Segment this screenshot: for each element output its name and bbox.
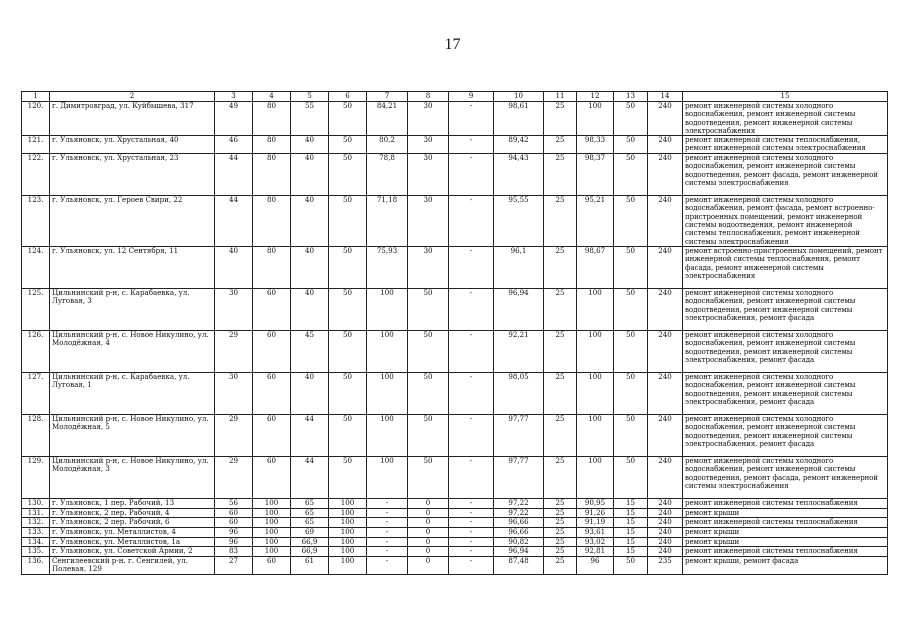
value-cell: 100 [577, 457, 614, 499]
value-cell: 46 [215, 136, 253, 154]
works-cell: ремонт инженерной системы холодного водоснабжения, ремонт инженерной системы водоотведения, ремонт инженерной системы электроснабжения [683, 102, 888, 136]
value-cell: 96,94 [494, 289, 544, 331]
value-cell: 240 [648, 508, 683, 518]
table-row [22, 373, 888, 415]
address-cell: Цильнинский р-н, с. Новое Никулино, ул. Молодёжная, 5 [50, 415, 215, 457]
value-cell: 25 [544, 499, 577, 509]
value-cell: 44 [215, 154, 253, 196]
value-cell: 100 [577, 331, 614, 373]
value-cell: 65 [291, 499, 329, 509]
works-cell: ремонт крыши, ремонт фасада [683, 556, 888, 574]
row-number-cell: 134. [22, 537, 50, 547]
value-cell: 240 [648, 518, 683, 528]
row-number-cell: 128. [22, 415, 50, 457]
value-cell: 91,26 [577, 508, 614, 518]
value-cell: 84,21 [367, 102, 408, 136]
value-cell: - [449, 373, 494, 415]
value-cell: 100 [253, 499, 291, 509]
value-cell: 50 [408, 289, 449, 331]
address-cell: г. Ульяновск, 2 пер. Рабочий, 4 [50, 508, 215, 518]
table-row [22, 518, 888, 528]
value-cell: - [449, 289, 494, 331]
value-cell: 44 [291, 415, 329, 457]
value-cell: 93,61 [577, 527, 614, 537]
table-row [22, 154, 888, 196]
value-cell: - [449, 136, 494, 154]
value-cell: 90,95 [577, 499, 614, 509]
address-cell: г. Ульяновск, ул. Героев Свири, 22 [50, 196, 215, 247]
row-number-cell: 121. [22, 136, 50, 154]
value-cell: 96,1 [494, 247, 544, 289]
value-cell: 30 [408, 196, 449, 247]
table-row [22, 136, 888, 154]
value-cell: 80 [253, 136, 291, 154]
works-cell: ремонт крыши [683, 537, 888, 547]
column-header: 5 [291, 92, 329, 102]
value-cell: 97,22 [494, 508, 544, 518]
address-cell: Цильнинский р-н, с. Карабаевка, ул. Луговая, 3 [50, 289, 215, 331]
row-number-cell: 130. [22, 499, 50, 509]
value-cell: 15 [614, 499, 648, 509]
value-cell: 80,2 [367, 136, 408, 154]
value-cell: 240 [648, 527, 683, 537]
value-cell: 240 [648, 331, 683, 373]
value-cell: - [367, 527, 408, 537]
row-number-cell: 132. [22, 518, 50, 528]
value-cell: 50 [329, 136, 367, 154]
value-cell: 50 [614, 373, 648, 415]
value-cell: 89,42 [494, 136, 544, 154]
value-cell: 45 [291, 331, 329, 373]
address-cell: г. Ульяновск, ул. Металлистов, 1а [50, 537, 215, 547]
value-cell: 240 [648, 373, 683, 415]
value-cell: 60 [253, 331, 291, 373]
value-cell: 50 [614, 247, 648, 289]
value-cell: 60 [253, 556, 291, 574]
value-cell: 100 [329, 518, 367, 528]
row-number-cell: 120. [22, 102, 50, 136]
value-cell: 78,8 [367, 154, 408, 196]
value-cell: - [449, 527, 494, 537]
column-header: 1 [22, 92, 50, 102]
value-cell: 30 [215, 373, 253, 415]
value-cell: - [367, 518, 408, 528]
works-cell: ремонт инженерной системы холодного водоснабжения, ремонт инженерной системы водоотведения, ремонт инженерной системы электроснабжения, ремонт фасада [683, 331, 888, 373]
address-cell: г. Димитровград, ул. Куйбышева, 317 [50, 102, 215, 136]
value-cell: 25 [544, 508, 577, 518]
row-number-cell: 133. [22, 527, 50, 537]
address-cell: Цильнинский р-н, с. Карабаевка, ул. Луговая, 1 [50, 373, 215, 415]
works-cell: ремонт инженерной системы теплоснабжения, ремонт инженерной системы электроснабжения [683, 136, 888, 154]
value-cell: 100 [367, 289, 408, 331]
value-cell: 25 [544, 247, 577, 289]
value-cell: 25 [544, 457, 577, 499]
value-cell: 44 [291, 457, 329, 499]
value-cell: 93,02 [577, 537, 614, 547]
value-cell: 40 [291, 247, 329, 289]
value-cell: 96,66 [494, 527, 544, 537]
value-cell: 25 [544, 102, 577, 136]
table-row [22, 102, 888, 136]
column-header: 10 [494, 92, 544, 102]
value-cell: 100 [577, 102, 614, 136]
row-number-cell: 124. [22, 247, 50, 289]
value-cell: 100 [253, 518, 291, 528]
works-cell: ремонт инженерной системы холодного водоснабжения, ремонт инженерной системы водоотведения, ремонт фасада, ремонт инженерной системы электроснабжения [683, 154, 888, 196]
value-cell: 29 [215, 331, 253, 373]
value-cell: 0 [408, 508, 449, 518]
value-cell: - [367, 499, 408, 509]
value-cell: 95,55 [494, 196, 544, 247]
table-row [22, 499, 888, 509]
value-cell: 50 [329, 373, 367, 415]
table-row [22, 547, 888, 557]
value-cell: 96 [577, 556, 614, 574]
value-cell: 60 [253, 289, 291, 331]
value-cell: 50 [614, 556, 648, 574]
value-cell: - [449, 415, 494, 457]
value-cell: 55 [291, 102, 329, 136]
value-cell: 60 [253, 457, 291, 499]
value-cell: 80 [253, 247, 291, 289]
value-cell: 240 [648, 289, 683, 331]
value-cell: 50 [614, 331, 648, 373]
value-cell: 100 [577, 415, 614, 457]
works-cell: ремонт инженерной системы холодного водоснабжения, ремонт фасада, ремонт встроенно-пристроенных помещений, ремонт инженерной системы водоотведения, ремонт инженерной системы теплоснабжения, ремонт инженерной системы электроснабжения [683, 196, 888, 247]
works-cell: ремонт крыши [683, 508, 888, 518]
value-cell: 25 [544, 136, 577, 154]
address-cell: г. Ульяновск, ул. Хрустальная, 23 [50, 154, 215, 196]
works-cell: ремонт инженерной системы холодного водоснабжения, ремонт инженерной системы водоотведения, ремонт инженерной системы электроснабжения, ремонт фасада [683, 373, 888, 415]
value-cell: 0 [408, 537, 449, 547]
value-cell: 40 [291, 154, 329, 196]
value-cell: 240 [648, 154, 683, 196]
value-cell: 15 [614, 547, 648, 557]
value-cell: 50 [329, 196, 367, 247]
value-cell: 30 [408, 154, 449, 196]
value-cell: 83 [215, 547, 253, 557]
value-cell: - [449, 499, 494, 509]
value-cell: 50 [408, 373, 449, 415]
works-cell: ремонт встроенно-пристроенных помещений, ремонт инженерной системы теплоснабжения, ремонт фасада, ремонт инженерной системы электроснабжения [683, 247, 888, 289]
table-row [22, 527, 888, 537]
value-cell: 98,61 [494, 102, 544, 136]
value-cell: 44 [215, 196, 253, 247]
row-number-cell: 127. [22, 373, 50, 415]
value-cell: 50 [408, 331, 449, 373]
value-cell: 50 [614, 415, 648, 457]
value-cell: 98,05 [494, 373, 544, 415]
column-header: 11 [544, 92, 577, 102]
address-cell: Цильнинский р-н, с. Новое Никулино, ул. Молодёжная, 4 [50, 331, 215, 373]
works-cell: ремонт инженерной системы теплоснабжения [683, 547, 888, 557]
value-cell: 25 [544, 547, 577, 557]
row-number-cell: 126. [22, 331, 50, 373]
value-cell: 15 [614, 527, 648, 537]
value-cell: 100 [329, 527, 367, 537]
column-header: 9 [449, 92, 494, 102]
value-cell: 240 [648, 415, 683, 457]
value-cell: 0 [408, 556, 449, 574]
value-cell: - [449, 556, 494, 574]
value-cell: 60 [253, 415, 291, 457]
value-cell: 50 [614, 196, 648, 247]
value-cell: 29 [215, 457, 253, 499]
value-cell: 50 [614, 102, 648, 136]
value-cell: 0 [408, 527, 449, 537]
column-header: 6 [329, 92, 367, 102]
value-cell: 40 [291, 196, 329, 247]
table-row [22, 289, 888, 331]
address-cell: г. Ульяновск, ул. Хрустальная, 40 [50, 136, 215, 154]
value-cell: 240 [648, 102, 683, 136]
value-cell: 92,21 [494, 331, 544, 373]
value-cell: 100 [253, 537, 291, 547]
value-cell: 100 [329, 537, 367, 547]
value-cell: 240 [648, 499, 683, 509]
repair-register-table [21, 91, 888, 575]
value-cell: 25 [544, 289, 577, 331]
value-cell: 0 [408, 547, 449, 557]
row-number-cell: 129. [22, 457, 50, 499]
value-cell: 25 [544, 527, 577, 537]
value-cell: 60 [215, 518, 253, 528]
address-cell: г. Ульяновск, 2 пер. Рабочий, 6 [50, 518, 215, 528]
value-cell: 100 [253, 508, 291, 518]
address-cell: Цильнинский р-н, с. Новое Никулино, ул. Молодёжная, 3 [50, 457, 215, 499]
value-cell: 25 [544, 537, 577, 547]
value-cell: 66,9 [291, 537, 329, 547]
value-cell: 50 [329, 457, 367, 499]
address-cell: Сенгилеевский р-н, г. Сенгилей, ул. Полевая, 129 [50, 556, 215, 574]
value-cell: - [449, 518, 494, 528]
value-cell: 15 [614, 537, 648, 547]
value-cell: 240 [648, 247, 683, 289]
value-cell: 235 [648, 556, 683, 574]
value-cell: 97,77 [494, 457, 544, 499]
value-cell: 100 [367, 457, 408, 499]
works-cell: ремонт инженерной системы теплоснабжения [683, 518, 888, 528]
value-cell: 80 [253, 102, 291, 136]
value-cell: 15 [614, 518, 648, 528]
value-cell: 100 [329, 556, 367, 574]
value-cell: - [449, 508, 494, 518]
value-cell: 50 [329, 154, 367, 196]
column-header: 7 [367, 92, 408, 102]
value-cell: 50 [329, 247, 367, 289]
table-body [22, 102, 888, 575]
value-cell: 71,18 [367, 196, 408, 247]
value-cell: 94,43 [494, 154, 544, 196]
value-cell: 49 [215, 102, 253, 136]
value-cell: 96 [215, 527, 253, 537]
table-row [22, 508, 888, 518]
value-cell: 240 [648, 136, 683, 154]
value-cell: 56 [215, 499, 253, 509]
value-cell: 50 [614, 136, 648, 154]
address-cell: г. Ульяновск, ул. Металлистов, 4 [50, 527, 215, 537]
header-row [22, 92, 888, 102]
value-cell: 40 [291, 136, 329, 154]
table-row [22, 457, 888, 499]
value-cell: 98,37 [577, 154, 614, 196]
address-cell: г. Ульяновск, ул. 12 Сентября, 11 [50, 247, 215, 289]
value-cell: 25 [544, 196, 577, 247]
works-cell: ремонт инженерной системы холодного водоснабжения, ремонт инженерной системы водоотведения, ремонт инженерной системы электроснабжения, ремонт фасада [683, 415, 888, 457]
address-cell: г. Ульяновск, ул. Советской Армии, 2 [50, 547, 215, 557]
works-cell: ремонт инженерной системы холодного водоснабжения, ремонт инженерной системы водоотведения, ремонт фасада, ремонт инженерной системы электроснабжения [683, 457, 888, 499]
table-row [22, 556, 888, 574]
value-cell: 100 [367, 415, 408, 457]
value-cell: 100 [329, 547, 367, 557]
value-cell: 25 [544, 415, 577, 457]
value-cell: - [367, 537, 408, 547]
row-number-cell: 136. [22, 556, 50, 574]
value-cell: 65 [291, 518, 329, 528]
value-cell: 50 [408, 415, 449, 457]
value-cell: 95,21 [577, 196, 614, 247]
value-cell: 75,93 [367, 247, 408, 289]
value-cell: 50 [614, 457, 648, 499]
value-cell: 27 [215, 556, 253, 574]
value-cell: 0 [408, 499, 449, 509]
value-cell: 30 [408, 136, 449, 154]
value-cell: 91,19 [577, 518, 614, 528]
value-cell: 60 [215, 508, 253, 518]
value-cell: 69 [291, 527, 329, 537]
value-cell: 60 [253, 373, 291, 415]
value-cell: 80 [253, 196, 291, 247]
value-cell: 66,9 [291, 547, 329, 557]
value-cell: 97,77 [494, 415, 544, 457]
value-cell: - [367, 547, 408, 557]
column-header: 8 [408, 92, 449, 102]
value-cell: 40 [291, 373, 329, 415]
value-cell: 100 [577, 373, 614, 415]
row-number-cell: 123. [22, 196, 50, 247]
value-cell: 61 [291, 556, 329, 574]
value-cell: 87,48 [494, 556, 544, 574]
row-number-cell: 122. [22, 154, 50, 196]
value-cell: 25 [544, 373, 577, 415]
value-cell: 100 [253, 547, 291, 557]
works-cell: ремонт инженерной системы теплоснабжения [683, 499, 888, 509]
value-cell: - [449, 102, 494, 136]
value-cell: - [449, 154, 494, 196]
value-cell: 90,82 [494, 537, 544, 547]
value-cell: - [449, 457, 494, 499]
value-cell: 29 [215, 415, 253, 457]
value-cell: - [449, 247, 494, 289]
value-cell: 96,94 [494, 547, 544, 557]
table-row [22, 537, 888, 547]
column-header: 2 [50, 92, 215, 102]
value-cell: - [367, 556, 408, 574]
value-cell: 96 [215, 537, 253, 547]
value-cell: 97,22 [494, 499, 544, 509]
value-cell: 0 [408, 518, 449, 528]
value-cell: - [449, 331, 494, 373]
value-cell: - [449, 196, 494, 247]
value-cell: 100 [577, 289, 614, 331]
row-number-cell: 125. [22, 289, 50, 331]
value-cell: 240 [648, 537, 683, 547]
value-cell: 65 [291, 508, 329, 518]
value-cell: - [449, 547, 494, 557]
page-number: 17 [444, 36, 461, 53]
value-cell: 100 [253, 527, 291, 537]
value-cell: - [449, 537, 494, 547]
works-cell: ремонт крыши [683, 527, 888, 537]
value-cell: - [367, 508, 408, 518]
value-cell: 30 [408, 102, 449, 136]
column-header: 13 [614, 92, 648, 102]
value-cell: 96,66 [494, 518, 544, 528]
value-cell: 240 [648, 196, 683, 247]
value-cell: 240 [648, 457, 683, 499]
value-cell: 25 [544, 556, 577, 574]
value-cell: 50 [408, 457, 449, 499]
value-cell: 40 [291, 289, 329, 331]
value-cell: 50 [329, 102, 367, 136]
column-header: 14 [648, 92, 683, 102]
column-header: 4 [253, 92, 291, 102]
address-cell: г. Ульяновск, 1 пер. Рабочий, 13 [50, 499, 215, 509]
value-cell: 98,33 [577, 136, 614, 154]
value-cell: 100 [367, 373, 408, 415]
works-cell: ремонт инженерной системы холодного водоснабжения, ремонт инженерной системы водоотведения, ремонт инженерной системы электроснабжения, ремонт фасада [683, 289, 888, 331]
value-cell: 30 [215, 289, 253, 331]
value-cell: 50 [329, 415, 367, 457]
value-cell: 50 [614, 154, 648, 196]
column-header: 15 [683, 92, 888, 102]
value-cell: 92,81 [577, 547, 614, 557]
value-cell: 240 [648, 547, 683, 557]
value-cell: 15 [614, 508, 648, 518]
table-row [22, 196, 888, 247]
value-cell: 50 [614, 289, 648, 331]
column-header: 12 [577, 92, 614, 102]
value-cell: 80 [253, 154, 291, 196]
value-cell: 100 [329, 508, 367, 518]
row-number-cell: 131. [22, 508, 50, 518]
table-row [22, 247, 888, 289]
value-cell: 30 [408, 247, 449, 289]
column-header: 3 [215, 92, 253, 102]
value-cell: 100 [367, 331, 408, 373]
value-cell: 98,67 [577, 247, 614, 289]
value-cell: 100 [329, 499, 367, 509]
value-cell: 25 [544, 331, 577, 373]
value-cell: 40 [215, 247, 253, 289]
value-cell: 25 [544, 154, 577, 196]
table-row [22, 331, 888, 373]
value-cell: 25 [544, 518, 577, 528]
table-row [22, 415, 888, 457]
value-cell: 50 [329, 331, 367, 373]
row-number-cell: 135. [22, 547, 50, 557]
value-cell: 50 [329, 289, 367, 331]
